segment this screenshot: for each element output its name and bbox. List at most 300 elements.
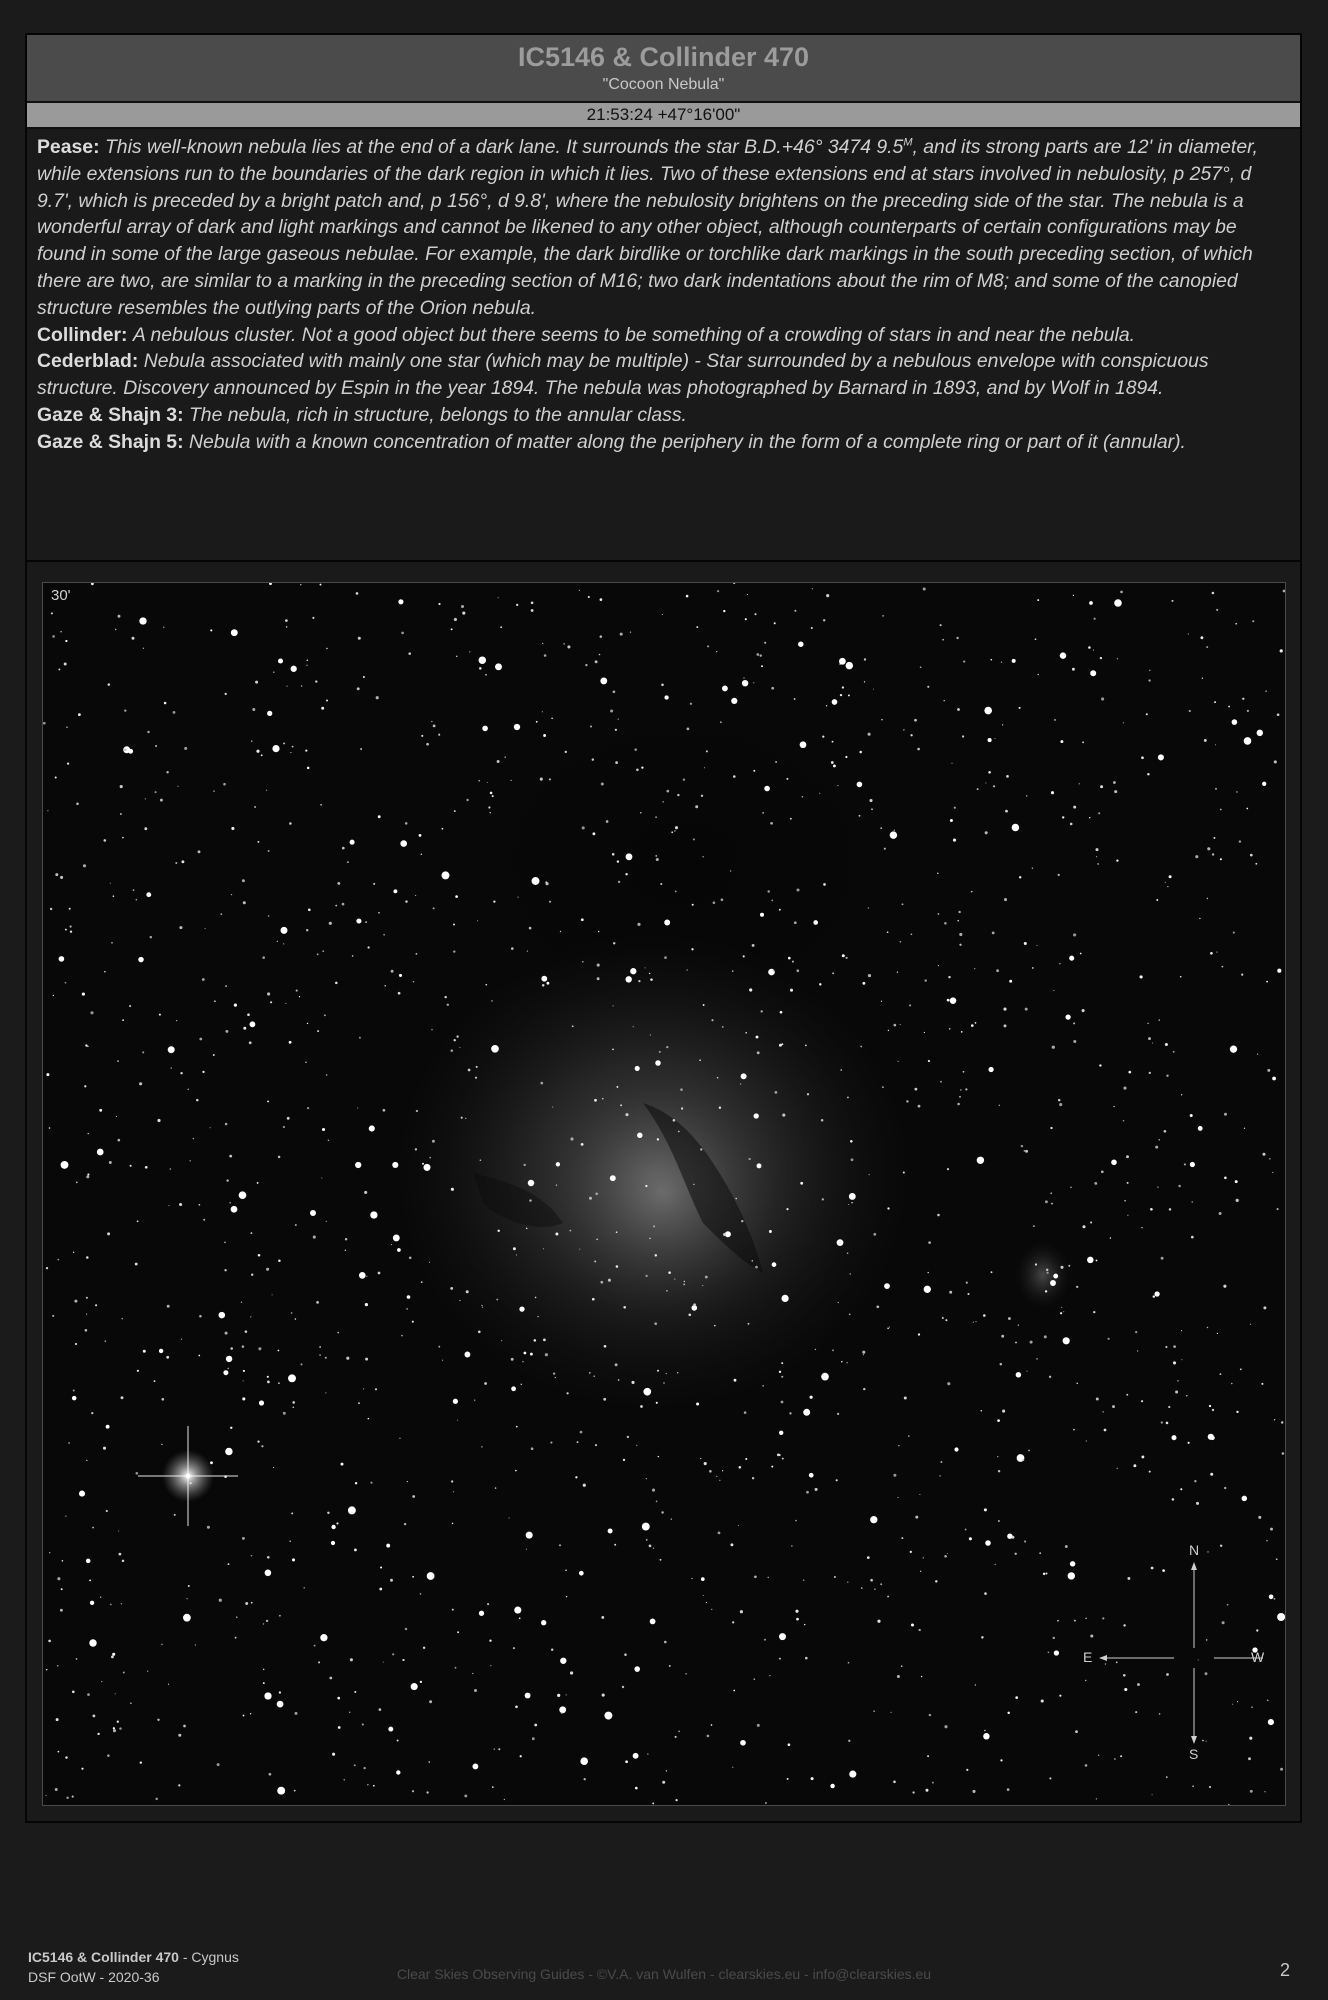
bright-star: [1069, 956, 1074, 961]
star: [1264, 1791, 1265, 1792]
star: [994, 1564, 995, 1565]
star: [582, 826, 585, 829]
star: [1258, 1516, 1261, 1519]
footer-series: DSF OotW - 2020-36: [28, 1969, 160, 1985]
star: [199, 1315, 202, 1318]
star: [1220, 858, 1222, 860]
star: [225, 1123, 228, 1126]
star: [398, 992, 401, 995]
star: [711, 1724, 713, 1726]
source-label: Pease: [37, 136, 94, 158]
bright-star: [643, 1388, 651, 1396]
star: [967, 1293, 969, 1295]
source-label: Collinder: [37, 323, 122, 346]
star: [444, 996, 446, 998]
star: [190, 1160, 191, 1161]
star: [1180, 976, 1182, 978]
star: [775, 761, 777, 763]
star: [412, 1321, 414, 1323]
star: [510, 780, 511, 781]
star: [650, 1034, 651, 1035]
star: [390, 1579, 393, 1582]
star: [821, 1119, 824, 1122]
star: [251, 1602, 253, 1604]
star: [355, 1482, 357, 1484]
bright-star: [479, 1611, 484, 1616]
star: [1044, 1335, 1047, 1338]
star: [160, 799, 163, 802]
star: [909, 1004, 911, 1006]
star: [990, 659, 992, 661]
star: [478, 780, 480, 782]
star: [421, 854, 423, 856]
star: [447, 1004, 449, 1006]
star: [421, 1281, 423, 1283]
star: [493, 900, 495, 902]
star: [247, 1013, 250, 1016]
star: [243, 901, 246, 904]
star: [399, 974, 402, 977]
star: [1149, 1471, 1151, 1473]
star: [707, 645, 709, 647]
bright-star: [397, 1248, 401, 1252]
star: [308, 908, 311, 911]
bright-star: [491, 1045, 499, 1053]
star: [1250, 854, 1253, 857]
star: [500, 626, 502, 628]
star: [82, 993, 85, 996]
star: [925, 979, 927, 981]
object-common-name: "Cocoon Nebula": [602, 76, 725, 93]
star: [556, 1185, 557, 1186]
star: [65, 929, 67, 931]
bright-star: [331, 1525, 335, 1529]
star: [655, 855, 657, 857]
star: [136, 1472, 139, 1475]
star: [837, 785, 838, 786]
bright-star: [249, 1021, 255, 1027]
bright-star: [800, 741, 807, 748]
star: [1244, 1128, 1245, 1129]
star: [419, 834, 422, 837]
star: [1051, 1203, 1053, 1205]
star: [965, 1088, 967, 1090]
star: [454, 1039, 456, 1041]
star: [1090, 1221, 1092, 1223]
star: [842, 954, 845, 957]
bright-star: [1277, 969, 1281, 973]
star: [1157, 1186, 1158, 1187]
star: [266, 790, 267, 791]
star: [570, 1671, 573, 1674]
star: [567, 645, 570, 648]
star: [108, 683, 110, 685]
star: [286, 626, 288, 628]
star: [498, 597, 499, 598]
star: [602, 1098, 603, 1099]
star: [532, 1737, 535, 1740]
star: [294, 1790, 296, 1792]
star: [1209, 1405, 1211, 1407]
star: [1169, 875, 1172, 878]
star: [104, 839, 107, 842]
star: [561, 1712, 563, 1714]
star: [740, 1083, 741, 1084]
star: [119, 1553, 122, 1556]
star: [363, 1388, 364, 1389]
star: [662, 1781, 665, 1784]
star: [477, 920, 478, 921]
star: [481, 1305, 482, 1306]
star: [730, 870, 731, 871]
star: [322, 1128, 325, 1131]
star: [72, 1796, 74, 1798]
star: [1212, 1409, 1214, 1411]
star: [451, 1049, 454, 1052]
star: [771, 1466, 773, 1468]
star: [214, 1000, 216, 1002]
bright-star: [983, 1733, 989, 1739]
bright-star: [664, 920, 670, 926]
bright-star: [803, 1409, 810, 1416]
orientation-compass: [1063, 1542, 1265, 1762]
star: [109, 1161, 112, 1164]
star: [747, 594, 748, 595]
star: [356, 592, 359, 595]
star: [1140, 975, 1143, 978]
star: [645, 1275, 647, 1277]
star: [1181, 1094, 1182, 1095]
star: [49, 1552, 50, 1553]
star: [313, 1236, 316, 1239]
star: [806, 1491, 809, 1494]
bright-star: [1230, 1046, 1237, 1053]
star: [754, 1678, 755, 1679]
star: [421, 735, 423, 737]
star: [1073, 1040, 1076, 1043]
star: [998, 1520, 1000, 1522]
star: [373, 883, 375, 885]
bright-star: [768, 969, 775, 976]
star: [1117, 658, 1118, 659]
star: [722, 1470, 723, 1471]
star: [380, 1566, 382, 1568]
star: [1120, 591, 1123, 594]
star: [155, 745, 157, 747]
star: [592, 832, 595, 835]
star: [975, 1684, 976, 1685]
star: [940, 1461, 942, 1463]
star: [743, 677, 744, 678]
bright-star: [1012, 824, 1020, 832]
compass-north-label: N: [1189, 1542, 1200, 1558]
star: [1062, 816, 1064, 818]
star: [1007, 1788, 1010, 1791]
star: [840, 694, 842, 696]
star: [1093, 1311, 1095, 1313]
description-text: This well-known nebula lies at the end of a dark lane. It surrounds the star B.D.+46° 3474 $9.5^M$, and its strong parts are 12' in diameter, while extensions run to the boundaries of the dark region in which it lies. Two of these extensions end at stars involved in nebulosity, p 257°, d 9.7', which is preceded by a bright patch and, p 156°, d 9.8', where the nebulosity brightens on the preceding side of the star. The nebula is a wonderful array of dark and light markings and cannot be likened to any other object, although counterparts of certain configurations may be found in some of the large gaseous nebulae. For example, the dark birdlike or torchlike dark markings in the south preceding section, of which there are two, are similar to a marking in the preceding section of M16; two dark indentations about the rim of M8; and some of the canopied structure resembles the outlying parts of the Orion nebula.: [37, 136, 1258, 319]
star: [1220, 1373, 1222, 1375]
star: [1267, 1069, 1270, 1072]
star: [926, 1789, 929, 1792]
star: [762, 1385, 763, 1386]
star: [431, 1029, 433, 1031]
star: [227, 1368, 229, 1370]
star: [752, 944, 755, 947]
star: [511, 947, 514, 950]
star: [1015, 1696, 1018, 1699]
star: [278, 1382, 280, 1384]
star: [453, 1491, 454, 1492]
star: [963, 1071, 965, 1073]
star: [283, 1126, 285, 1128]
star: [811, 1777, 814, 1780]
star: [378, 1272, 381, 1275]
bright-star: [386, 1544, 390, 1548]
star: [332, 1753, 335, 1756]
star: [702, 1285, 703, 1286]
bright-star: [821, 1373, 829, 1381]
star: [1181, 1359, 1182, 1360]
star: [285, 1003, 286, 1004]
star: [1233, 932, 1235, 934]
star: [118, 1530, 119, 1531]
star: [1073, 933, 1076, 936]
star: [1002, 724, 1003, 725]
star: [104, 971, 105, 972]
star: [570, 1230, 572, 1232]
star: [228, 1563, 230, 1565]
star: [366, 1276, 367, 1277]
star: [516, 1254, 517, 1255]
star: [157, 1719, 159, 1721]
star: [1207, 847, 1210, 850]
star: [1282, 1452, 1285, 1455]
star: [107, 1754, 110, 1757]
star: [464, 1794, 467, 1797]
star: [822, 1198, 824, 1200]
star: [267, 1556, 270, 1559]
star: [58, 1751, 60, 1753]
star: [897, 1497, 898, 1498]
star: [81, 1768, 83, 1770]
star: [505, 757, 506, 758]
star: [1164, 1130, 1167, 1133]
star: [405, 822, 408, 825]
star: [745, 1032, 747, 1034]
star: [335, 982, 338, 985]
bright-star: [223, 1370, 228, 1375]
star: [753, 770, 755, 772]
star: [1073, 595, 1074, 596]
star: [1141, 1400, 1143, 1402]
star: [590, 726, 592, 728]
star: [992, 931, 995, 934]
bright-star: [633, 1753, 639, 1759]
bright-star: [231, 629, 238, 636]
star: [961, 1031, 963, 1033]
bright-star: [809, 1473, 814, 1478]
star: [1148, 1037, 1151, 1040]
star: [921, 1676, 923, 1678]
star: [129, 1005, 131, 1007]
star: [960, 1089, 962, 1091]
description-gaze-shajn-3: Gaze & Shajn 3: The nebula, rich in structure, belongs to the annular class.: [37, 403, 687, 426]
star: [1267, 1700, 1269, 1702]
star: [1156, 899, 1158, 901]
star: [836, 1479, 838, 1481]
star: [122, 1019, 124, 1021]
star: [661, 683, 664, 686]
star: [560, 931, 561, 932]
star: [718, 1532, 721, 1535]
star: [881, 1001, 882, 1002]
star: [805, 1045, 807, 1047]
star: [283, 742, 285, 744]
star: [176, 1020, 177, 1021]
star: [46, 1267, 48, 1269]
star: [251, 740, 252, 741]
star: [703, 1595, 704, 1596]
bright-star: [764, 786, 770, 792]
star: [966, 1282, 968, 1284]
star: [1026, 1371, 1027, 1372]
star: [534, 1724, 537, 1727]
star: [1250, 1790, 1253, 1793]
star: [450, 1287, 453, 1290]
star: [997, 1456, 998, 1457]
star: [867, 1556, 870, 1559]
star: [873, 1233, 876, 1236]
footer-constellation: - Cygnus: [178, 1949, 239, 1965]
star: [306, 929, 308, 931]
star: [258, 1347, 261, 1350]
star: [292, 746, 294, 748]
footer-credits: Clear Skies Observing Guides - ©V.A. van Wulfen - clearskies.eu - info@clearskies.eu: [396, 1966, 932, 1982]
star: [159, 1014, 161, 1016]
star: [757, 1051, 760, 1054]
star: [492, 795, 494, 797]
bright-star: [231, 1206, 238, 1213]
star: [1192, 1785, 1194, 1787]
star: [767, 890, 769, 892]
bright-star: [559, 1706, 566, 1713]
star: [408, 652, 411, 655]
star: [703, 1004, 705, 1006]
star: [646, 1478, 647, 1479]
star: [861, 1587, 862, 1588]
star: [407, 1481, 408, 1482]
star: [251, 1232, 253, 1234]
star: [1276, 1558, 1278, 1560]
star: [864, 658, 866, 660]
star: [1207, 898, 1208, 899]
star: [807, 1093, 809, 1095]
star: [453, 923, 455, 925]
star: [663, 1382, 664, 1383]
star: [653, 1225, 655, 1227]
star: [76, 803, 79, 806]
star: [529, 927, 532, 930]
star: [1231, 1383, 1233, 1385]
star: [592, 758, 594, 760]
star: [358, 1402, 360, 1404]
star: [454, 810, 456, 812]
star: [181, 1339, 182, 1340]
star: [969, 1537, 972, 1540]
star: [579, 1249, 580, 1250]
star: [888, 1030, 889, 1031]
star: [217, 1763, 220, 1766]
star: [1235, 1180, 1238, 1183]
star: [1250, 1324, 1251, 1325]
star: [1133, 1464, 1136, 1467]
star: [1224, 1487, 1226, 1489]
star: [1196, 1502, 1199, 1505]
star: [1037, 674, 1039, 676]
star: [1113, 1106, 1114, 1107]
star: [738, 1525, 739, 1526]
star: [581, 1143, 584, 1146]
star: [1141, 1227, 1142, 1228]
star: [243, 1027, 246, 1030]
bright-star: [1054, 1650, 1059, 1655]
star: [1137, 1350, 1138, 1351]
star: [1246, 808, 1248, 810]
star: [279, 1615, 281, 1617]
star: [988, 771, 991, 774]
coordinates-bar: 21:53:24 +47°16'00": [27, 101, 1300, 129]
star: [887, 1207, 889, 1209]
star: [693, 838, 695, 840]
star: [225, 1332, 228, 1335]
star: [295, 1318, 297, 1320]
star: [954, 807, 956, 809]
star: [791, 1545, 792, 1546]
star: [270, 1001, 272, 1003]
star: [1061, 1307, 1062, 1308]
star: [666, 1046, 668, 1048]
star: [427, 1791, 429, 1793]
star: [242, 879, 245, 882]
star: [890, 1712, 891, 1713]
star: [115, 629, 116, 630]
star: [223, 783, 226, 786]
star: [289, 822, 292, 825]
star: [1159, 1019, 1160, 1020]
bright-star: [59, 956, 65, 962]
star: [1147, 1023, 1148, 1024]
star: [144, 827, 147, 830]
star: [617, 860, 619, 862]
star: [1112, 1405, 1115, 1408]
star: [962, 735, 964, 737]
star: [981, 1410, 983, 1412]
star: [1086, 1440, 1087, 1441]
star: [161, 1444, 162, 1445]
star: [951, 763, 952, 764]
star: [229, 1155, 232, 1158]
star: [50, 908, 52, 910]
star: [188, 1089, 189, 1090]
star: [397, 1740, 399, 1742]
star: [250, 1713, 251, 1714]
star: [234, 1004, 237, 1007]
star: [103, 1447, 106, 1450]
star: [810, 1396, 813, 1399]
star: [996, 969, 999, 972]
star: [1247, 710, 1249, 712]
